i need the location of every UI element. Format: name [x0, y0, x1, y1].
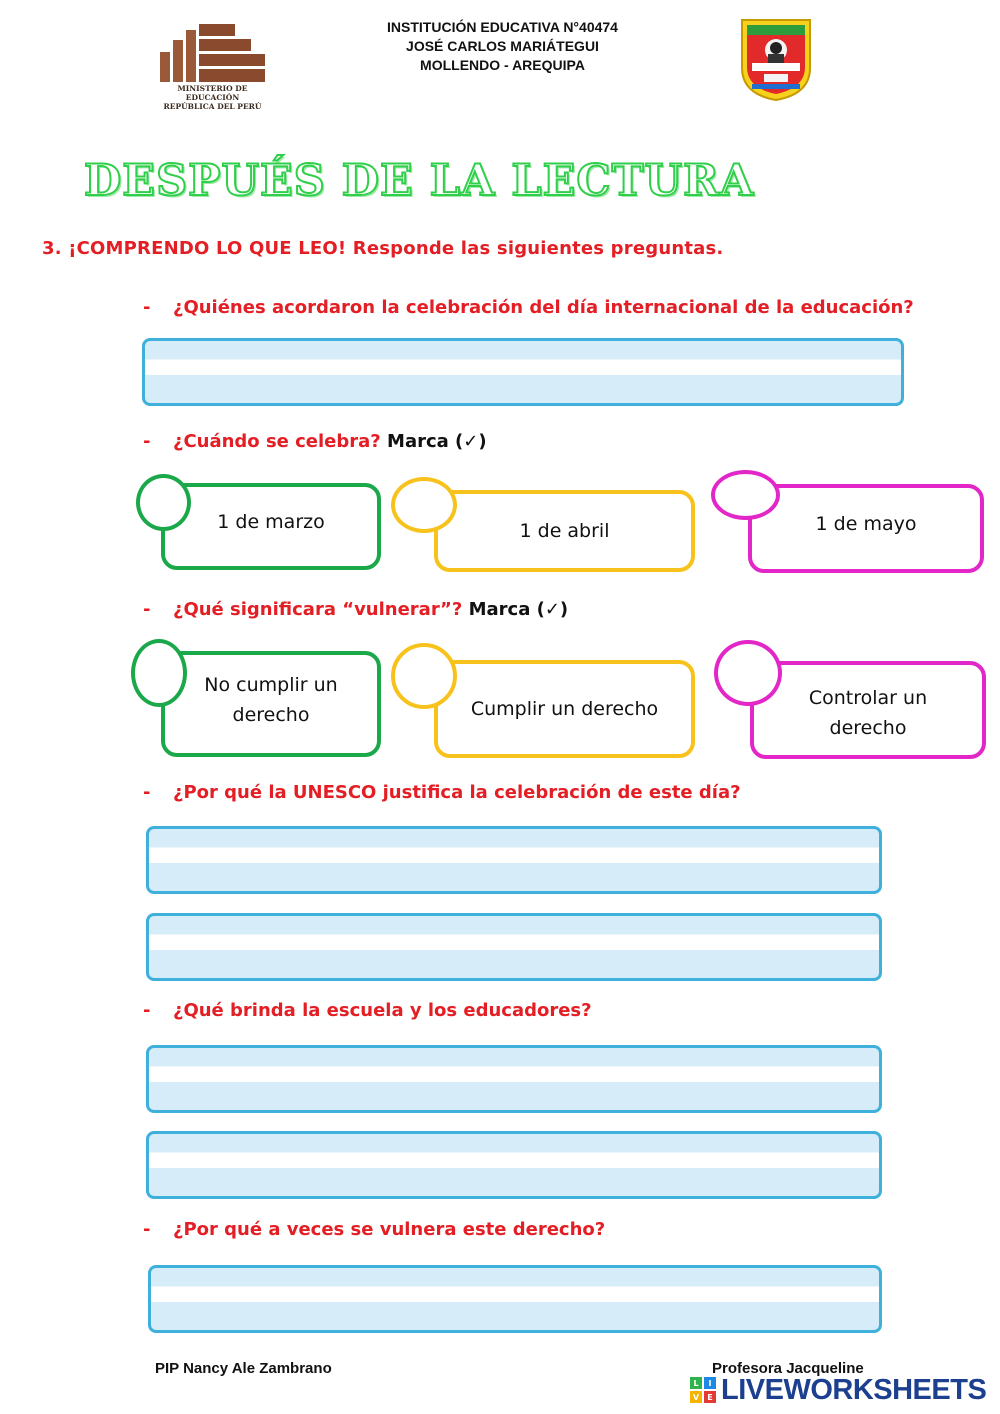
meaning-option-no-cumplir-checkbox[interactable]: [131, 639, 187, 707]
liveworksheets-wordmark: LIVEWORKSHEETS: [721, 1373, 987, 1406]
ministry-caption-line2: REPÚBLICA DEL PERÚ: [163, 102, 262, 111]
meaning-option-no-cumplir: [161, 651, 381, 757]
question-dash: -: [143, 782, 151, 803]
meaning-option-cumplir: [434, 660, 695, 758]
answer-field-6[interactable]: [148, 1265, 882, 1333]
page-title: DESPUÉS DE LA LECTURA: [84, 156, 755, 206]
question-3: [143, 599, 568, 620]
ministry-caption: [155, 84, 270, 111]
meaning-option-controlar: [750, 661, 986, 759]
ministry-caption-line1: MINISTERIO DE EDUCACIÓN: [177, 84, 248, 102]
question-4-text: ¿Por qué la UNESCO justifica la celebración de este día?: [173, 782, 741, 803]
date-option-may-checkbox[interactable]: [711, 470, 780, 520]
school-crest: [738, 16, 814, 102]
institution-header: [330, 18, 675, 75]
answer-input-5a[interactable]: [149, 1048, 879, 1110]
institution-patron: JOSÉ CARLOS MARIÁTEGUI: [406, 38, 599, 54]
date-option-may: [748, 484, 984, 573]
question-2-text: ¿Cuándo se celebra?: [173, 431, 381, 452]
answer-input-4a[interactable]: [149, 829, 879, 891]
meaning-option-no-cumplir-label: No cumplir un derecho: [204, 674, 338, 726]
date-option-march: [161, 483, 381, 570]
institution-name: INSTITUCIÓN EDUCATIVA N°40474: [387, 19, 618, 35]
question-dash: -: [143, 599, 151, 620]
meaning-option-controlar-checkbox[interactable]: [714, 640, 782, 706]
answer-field-1[interactable]: [142, 338, 904, 406]
shield-icon: [738, 16, 814, 102]
question-dash: -: [143, 1219, 151, 1240]
question-dash: -: [143, 431, 151, 452]
date-option-april: [434, 490, 695, 572]
question-2-mark-hint: Marca (✓): [387, 431, 487, 452]
answer-field-5b[interactable]: [146, 1131, 882, 1199]
question-5: [143, 1000, 592, 1021]
question-dash: -: [143, 297, 151, 318]
lw-letter: L: [690, 1377, 702, 1389]
answer-input-6[interactable]: [151, 1268, 879, 1330]
date-option-march-checkbox[interactable]: [136, 474, 191, 531]
answer-field-5a[interactable]: [146, 1045, 882, 1113]
lw-letter: V: [690, 1391, 702, 1403]
question-3-text: ¿Qué significara “vulnerar”?: [173, 599, 463, 620]
question-1: [143, 297, 914, 318]
date-option-may-label: 1 de mayo: [815, 512, 917, 535]
institution-location: MOLLENDO - AREQUIPA: [420, 57, 585, 73]
liveworksheets-logo: [690, 1374, 986, 1406]
date-option-april-checkbox[interactable]: [391, 477, 457, 533]
answer-input-4b[interactable]: [149, 916, 879, 978]
lw-letter: I: [704, 1377, 716, 1389]
question-5-text: ¿Qué brinda la escuela y los educadores?: [173, 1000, 592, 1021]
lw-letter: E: [704, 1391, 716, 1403]
question-6: [143, 1219, 605, 1240]
footer-author: PIP Nancy Ale Zambrano: [155, 1360, 332, 1377]
footer-teacher: Profesora Jacqueline: [712, 1360, 864, 1377]
meaning-option-cumplir-label: Cumplir un derecho: [470, 698, 659, 720]
question-dash: -: [143, 1000, 151, 1021]
date-option-april-label: 1 de abril: [519, 520, 610, 542]
question-1-text: ¿Quiénes acordaron la celebración del día internacional de la educación?: [173, 297, 914, 318]
answer-field-4a[interactable]: [146, 826, 882, 894]
section-instruction: 3. ¡COMPRENDO LO QUE LEO! Responde las siguientes preguntas.: [42, 238, 724, 259]
question-3-mark-hint: Marca (✓): [468, 599, 569, 620]
meaning-option-cumplir-checkbox[interactable]: [391, 643, 457, 709]
question-6-text: ¿Por qué a veces se vulnera este derecho?: [173, 1219, 606, 1240]
answer-field-4b[interactable]: [146, 913, 882, 981]
question-4: [143, 782, 741, 803]
answer-input-5b[interactable]: [149, 1134, 879, 1196]
question-2: [143, 431, 487, 452]
ministry-logo-icon: [155, 22, 270, 84]
answer-input-1[interactable]: [145, 341, 901, 403]
date-option-march-label: 1 de marzo: [217, 510, 325, 533]
liveworksheets-squares-icon: [690, 1377, 716, 1403]
meaning-option-controlar-label: Controlar un derecho: [808, 687, 928, 739]
